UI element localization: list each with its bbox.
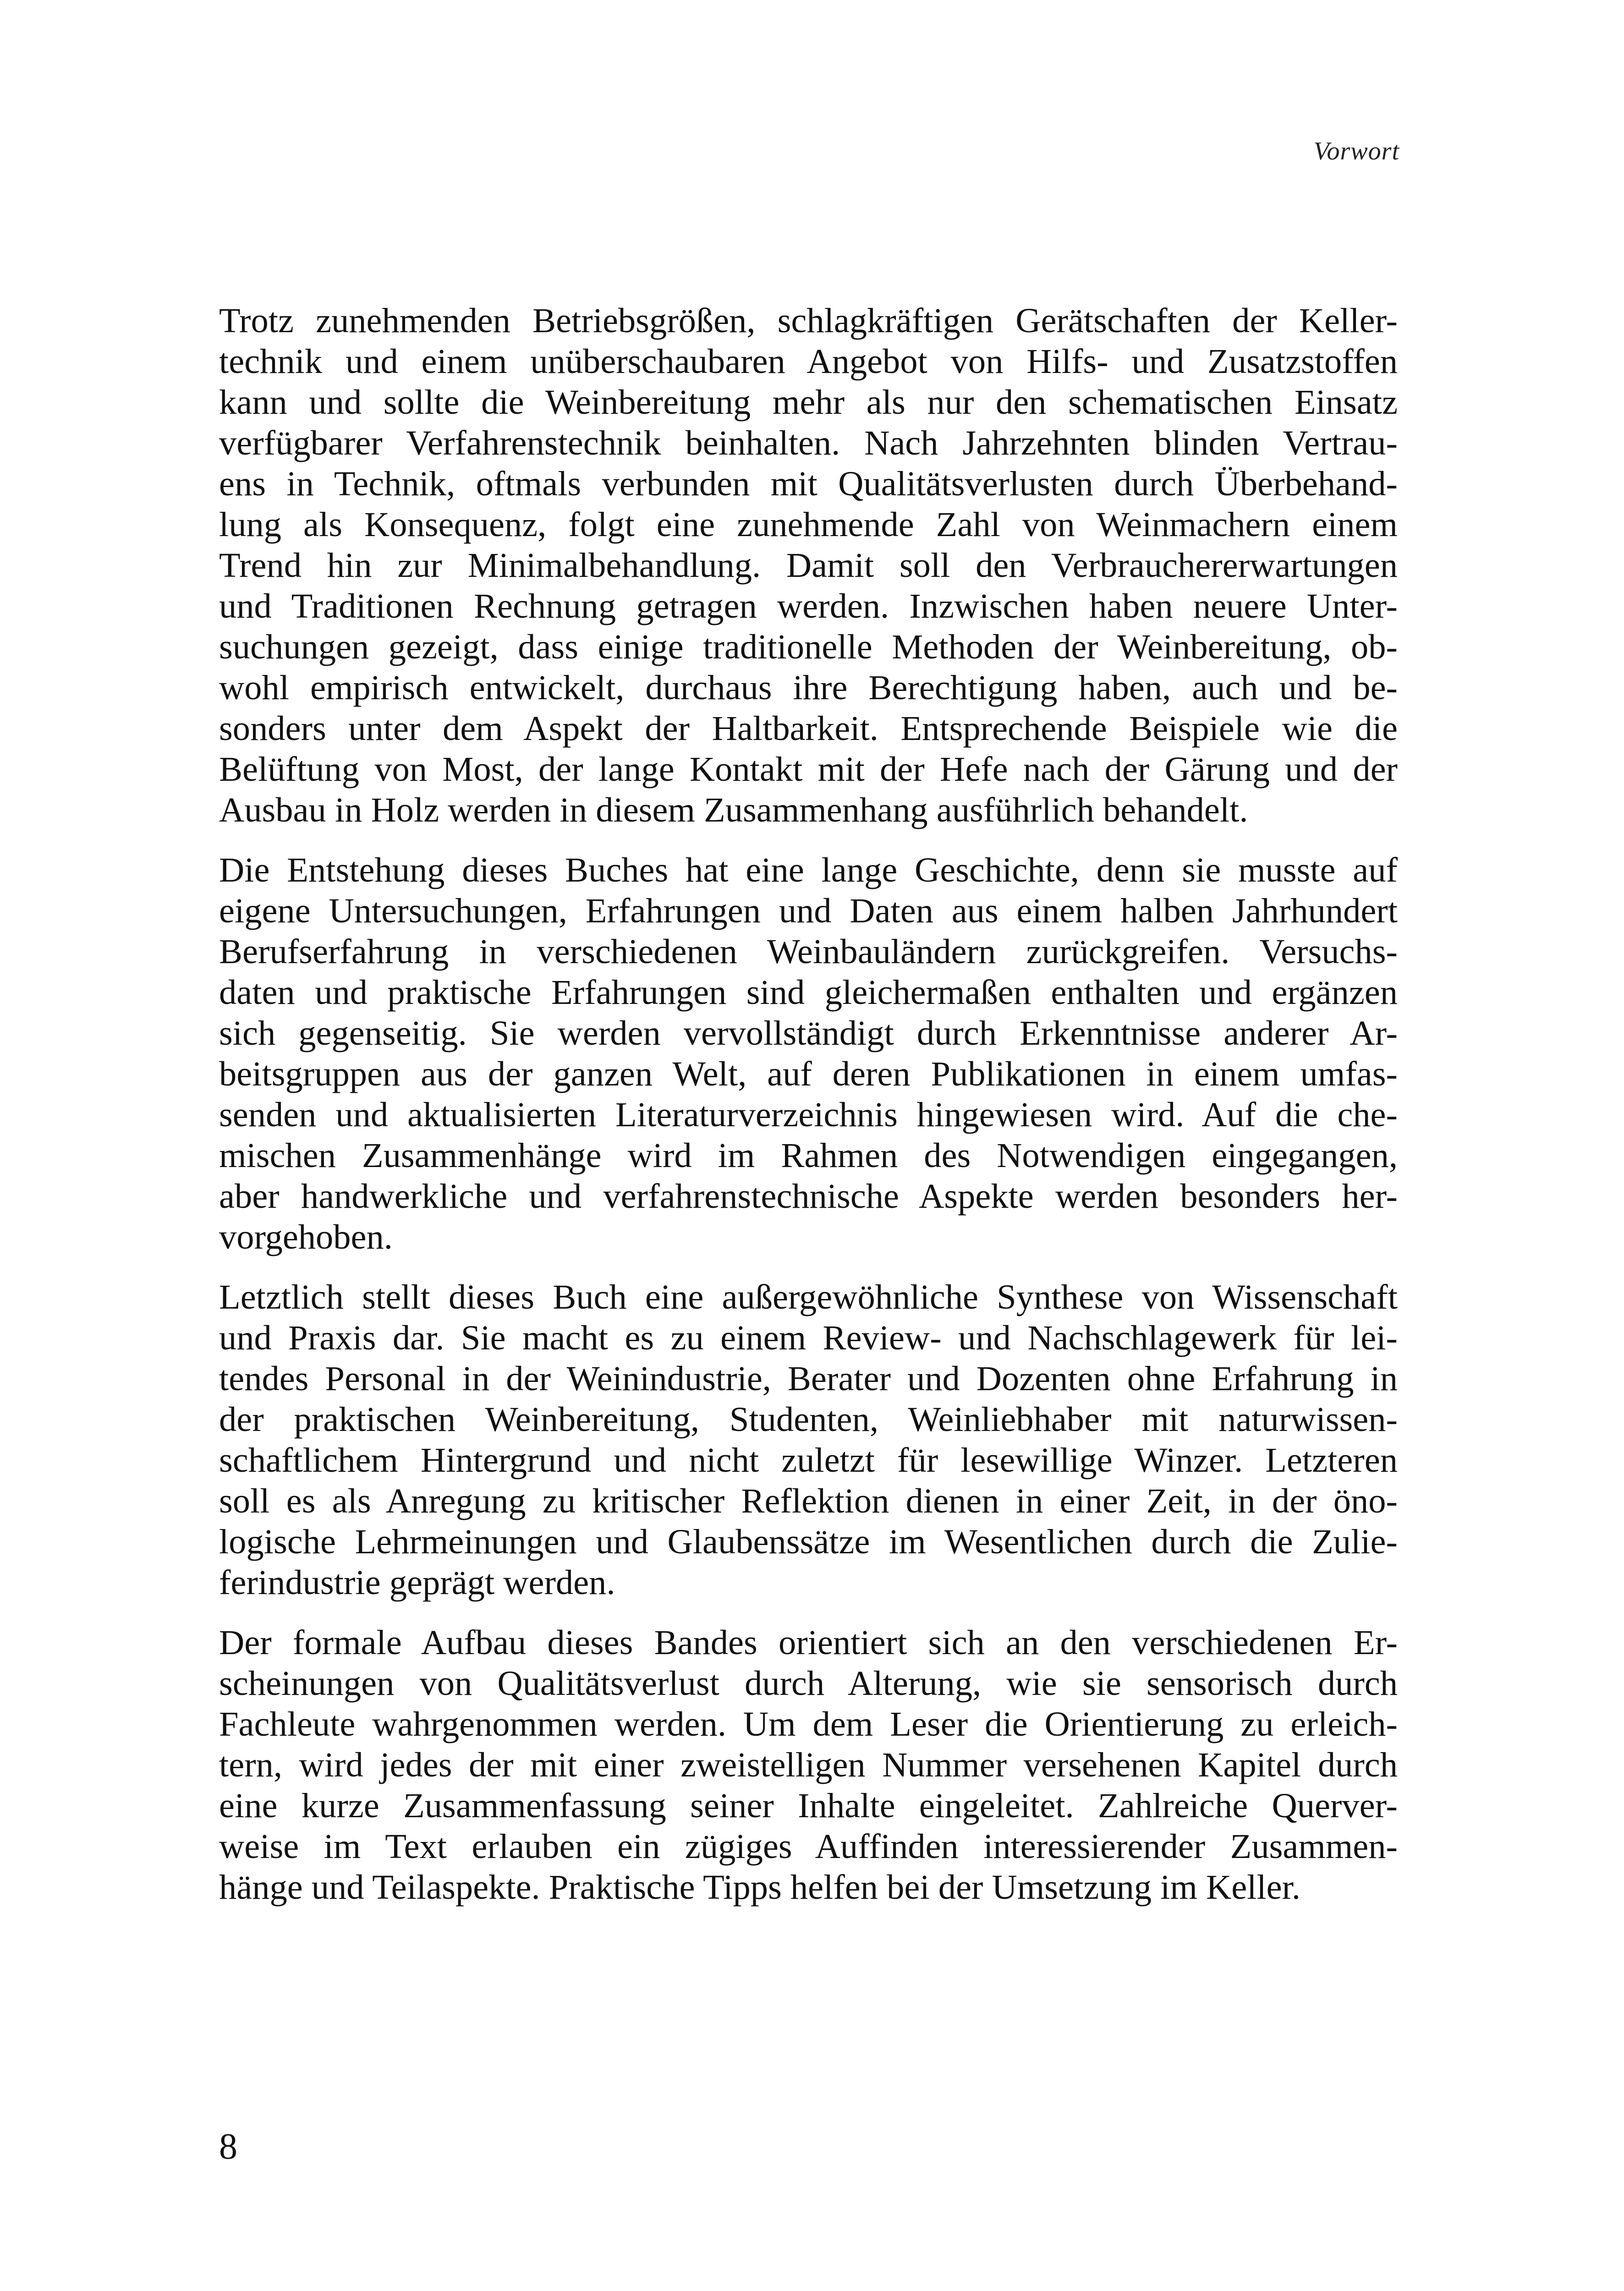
text-line: aber handwerkliche und verfahrenstechnische Aspekte werden besonders her- <box>219 1177 1398 1216</box>
text-line: daten und praktische Erfahrungen sind gleichermaßen enthalten und ergänzen <box>219 973 1398 1012</box>
text-line: schaftlichem Hintergrund und nicht zuletzt für lesewillige Winzer. Letzteren <box>219 1441 1398 1480</box>
text-line: Belüftung von Most, der lange Kontakt mit der Hefe nach der Gärung und der <box>219 750 1398 789</box>
text-line: und Traditionen Rechnung getragen werden. Inzwischen haben neuere Unter- <box>219 586 1398 625</box>
text-line: senden und aktualisierten Literaturverzeichnis hingewiesen wird. Auf die che- <box>219 1095 1398 1134</box>
text-line: sich gegenseitig. Sie werden vervollständigt durch Erkenntnisse anderer Ar- <box>219 1014 1398 1052</box>
text-line: suchungen gezeigt, dass einige traditionelle Methoden der Weinbereitung, ob- <box>219 627 1398 666</box>
text-line: beitsgruppen aus der ganzen Welt, auf deren Publikationen in einem umfas- <box>219 1054 1398 1093</box>
text-line: scheinungen von Qualitätsverlust durch Alterung, wie sie sensorisch durch <box>219 1664 1398 1703</box>
text-line: logische Lehrmeinungen und Glaubenssätze im Wesentlichen durch die Zulie- <box>219 1522 1398 1561</box>
text-line: Der formale Aufbau dieses Bandes orientiert sich an den verschiedenen Er- <box>219 1623 1398 1662</box>
text-line: und Praxis dar. Sie macht es zu einem Review- und Nachschlagewerk für lei- <box>219 1318 1398 1357</box>
text-line: wohl empirisch entwickelt, durchaus ihre Berechtigung haben, auch und be- <box>219 668 1398 707</box>
text-line: weise im Text erlauben ein zügiges Auffinden interessierender Zusammen- <box>219 1827 1398 1866</box>
text-line: mischen Zusammenhänge wird im Rahmen des Notwendigen eingegangen, <box>219 1136 1398 1175</box>
text-line: tern, wird jedes der mit einer zweistelligen Nummer versehenen Kapitel durch <box>219 1745 1398 1784</box>
text-line: Letztlich stellt dieses Buch eine außergewöhnliche Synthese von Wissenschaft <box>219 1277 1398 1316</box>
text-line: lung als Konsequenz, folgt eine zunehmende Zahl von Weinmachern einem <box>219 505 1398 544</box>
text-line: kann und sollte die Weinbereitung mehr als nur den schematischen Einsatz <box>219 383 1398 422</box>
text-line: tendes Personal in der Weinindustrie, Berater und Dozenten ohne Erfahrung in <box>219 1359 1398 1398</box>
paragraph-4 <box>219 1622 1398 1907</box>
text-line: Berufserfahrung in verschiedenen Weinbauländern zurückgreifen. Versuchs- <box>219 932 1398 971</box>
text-line: Fachleute wahrgenommen werden. Um dem Leser die Orientierung zu erleich- <box>219 1705 1398 1743</box>
text-line: ens in Technik, oftmals verbunden mit Qualitätsverlusten durch Überbehand- <box>219 464 1398 503</box>
text-line: verfügbarer Verfahrenstechnik beinhalten. Nach Jahrzehnten blinden Vertrau- <box>219 423 1398 462</box>
text-line: Ausbau in Holz werden in diesem Zusammenhang ausführlich behandelt. <box>219 790 1248 829</box>
text-line: Die Entstehung dieses Buches hat eine lange Geschichte, denn sie musste auf <box>219 850 1398 889</box>
text-line: hänge und Teilaspekte. Praktische Tipps helfen bei der Umsetzung im Keller. <box>219 1868 1300 1907</box>
text-line: eigene Untersuchungen, Erfahrungen und Daten aus einem halben Jahrhundert <box>219 891 1398 930</box>
text-line: vorgehoben. <box>219 1217 393 1256</box>
paragraph-2 <box>219 850 1398 1257</box>
text-line: soll es als Anregung zu kritischer Reflektion dienen in einer Zeit, in der öno- <box>219 1481 1398 1520</box>
text-line: Trotz zunehmenden Betriebsgrößen, schlagkräftigen Gerätschaften der Keller- <box>219 301 1398 340</box>
text-line: ferindustrie geprägt werden. <box>219 1563 615 1602</box>
text-line: technik und einem unüberschaubaren Angebot von Hilfs- und Zusatzstoffen <box>219 342 1398 381</box>
text-line: eine kurze Zusammenfassung seiner Inhalte eingeleitet. Zahlreiche Querver- <box>219 1786 1398 1825</box>
paragraph-3 <box>219 1277 1398 1603</box>
body-text <box>219 300 1398 1907</box>
text-line: Trend hin zur Minimalbehandlung. Damit soll den Verbrauchererwartungen <box>219 546 1398 585</box>
page-number: 8 <box>219 2127 237 2167</box>
text-line: sonders unter dem Aspekt der Haltbarkeit. Entsprechende Beispiele wie die <box>219 709 1398 748</box>
paragraph-1 <box>219 300 1398 830</box>
running-header: Vorwort <box>1313 137 1399 165</box>
text-line: der praktischen Weinbereitung, Studenten, Weinliebhaber mit naturwissen- <box>219 1400 1398 1439</box>
